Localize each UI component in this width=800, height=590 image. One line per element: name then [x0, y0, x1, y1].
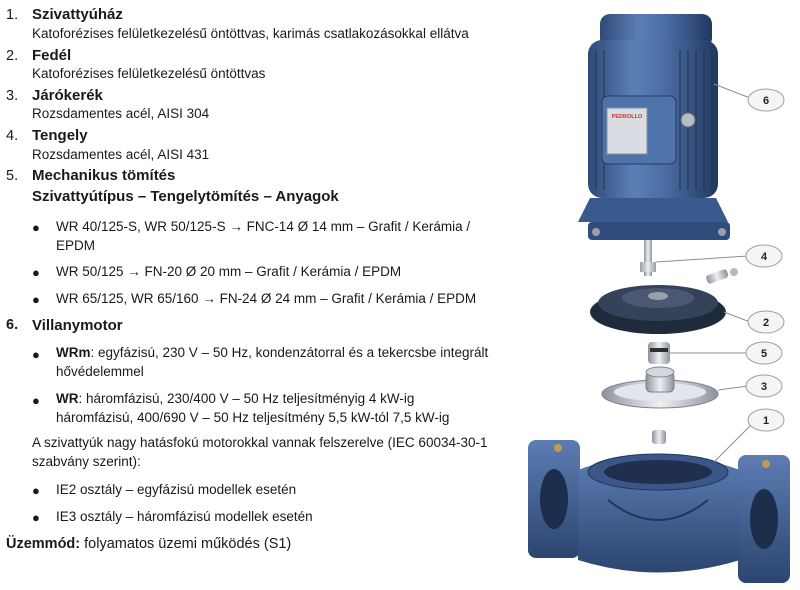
bullet-dot: ● — [32, 510, 40, 525]
motor-desc-line: háromfázisú, 400/690 V – 50 Hz teljesítmény 5,5 kW-tól 7,5 kW-ig — [56, 410, 450, 425]
item-description: Rozsdamentes acél, AISI 304 — [32, 106, 210, 121]
motor-type: WR — [56, 391, 79, 406]
operation-label: Üzemmód: — [6, 536, 81, 552]
callout-label: 6 — [762, 95, 770, 107]
seal-part — [648, 342, 670, 364]
callout-2 — [724, 311, 784, 333]
callout-label: 4 — [760, 251, 768, 263]
bullet-dot: ● — [32, 220, 40, 235]
callout-1 — [714, 409, 784, 462]
seal-bullet-line: WR 50/125 → FN-20 Ø 20 mm – Grafit / Kerámia / EPDM — [56, 264, 402, 279]
operation-mode — [6, 536, 291, 552]
seal-bullet-line: WR 40/125-S, WR 50/125-S → FNC-14 Ø 14 mm – Grafit / Kerámia / — [56, 219, 471, 234]
brand-logo: PEDROLLO — [611, 114, 643, 120]
bolt-part — [705, 268, 738, 284]
motor-desc: : háromfázisú, 230/400 V – 50 Hz teljesítményig 4 kW-ig — [78, 391, 415, 406]
item-description: Rozsdamentes acél, AISI 431 — [32, 147, 210, 162]
callout-label: 1 — [762, 415, 770, 427]
item-number: 2. — [6, 48, 19, 64]
callout-5 — [670, 342, 782, 364]
item-title: Fedél — [32, 47, 72, 64]
callout-label: 2 — [762, 317, 770, 329]
motor-type: WRm — [56, 345, 91, 360]
pump-body-part — [528, 440, 790, 583]
item-description: Katoforézises felületkezelésű öntöttvas, karimás csatlakozásokkal ellátva — [32, 26, 469, 41]
bullet-dot: ● — [32, 483, 40, 498]
motor-bullet — [56, 345, 488, 360]
bullet-dot: ● — [32, 265, 40, 280]
pump-exploded-view — [518, 0, 800, 590]
item-description: Katoforézises felületkezelésű öntöttvas — [32, 66, 266, 81]
callout-label: 5 — [760, 348, 768, 360]
nut-part — [652, 430, 666, 444]
bullet-dot: ● — [32, 292, 40, 307]
seal-bullet-line: EPDM — [56, 238, 96, 253]
callout-label: 3 — [760, 381, 768, 393]
item-subtitle: Szivattyútípus – Tengelytömítés – Anyagok — [32, 188, 339, 205]
operation-value: folyamatos üzemi működés (S1) — [80, 536, 292, 552]
item-title: Tengely — [32, 127, 88, 144]
motor-desc: : egyfázisú, 230 V – 50 Hz, kondenzátorral és a tekercsbe integrált — [90, 345, 489, 360]
motor-note: szabvány szerint): — [32, 454, 141, 469]
cover-part — [590, 285, 726, 334]
item-title: Villanymotor — [32, 317, 123, 334]
bullet-dot: ● — [32, 347, 40, 362]
motor-part — [578, 14, 730, 240]
motor-bullet — [56, 391, 414, 406]
callout-4 — [656, 245, 782, 267]
item-number: 1. — [6, 7, 19, 23]
motor-desc-line: hővédelemmel — [56, 364, 144, 379]
class-bullet: IE2 osztály – egyfázisú modellek esetén — [56, 482, 297, 497]
bullet-dot: ● — [32, 393, 40, 408]
callout-3 — [718, 375, 782, 397]
shaft-part — [640, 240, 656, 276]
class-bullet: IE3 osztály – háromfázisú modellek esetén — [56, 509, 313, 524]
motor-note: A szivattyúk nagy hatásfokú motorokkal vannak felszerelve (IEC 60034-30-1 — [32, 435, 488, 450]
seal-bullet-line: WR 65/125, WR 65/160 → FN-24 Ø 24 mm – Grafit / Kerámia / EPDM — [56, 291, 477, 306]
item-number: 3. — [6, 88, 19, 104]
impeller-part — [602, 367, 718, 408]
item-number: 4. — [6, 128, 19, 144]
callout-6 — [714, 84, 784, 111]
item-number: 6. — [6, 317, 19, 333]
item-title: Járókerék — [32, 87, 103, 104]
item-title: Szivattyúház — [32, 6, 123, 23]
item-title: Mechanikus tömítés — [32, 167, 176, 184]
item-number: 5. — [6, 168, 19, 184]
